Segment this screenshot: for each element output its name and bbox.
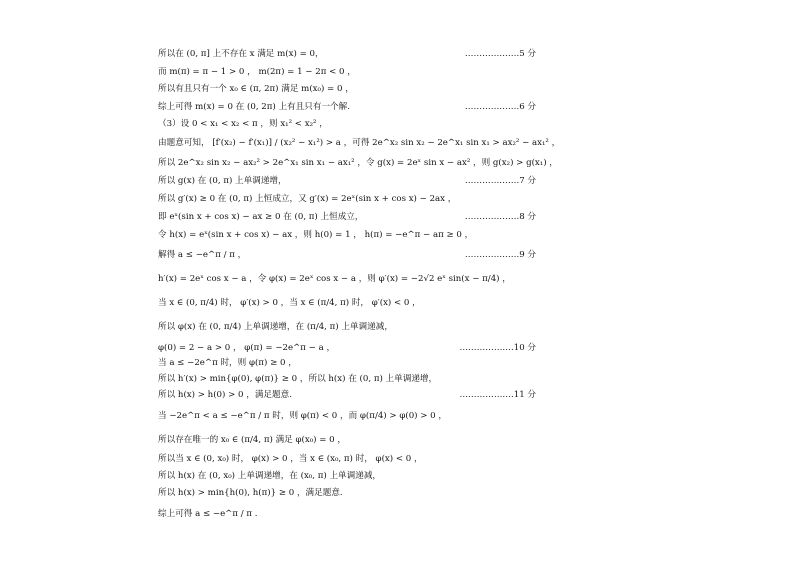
solution-line: 所以 h′(x) > min{φ(0), φ(π)} ≥ 0 ，所以 h(x) 在 (0, π) 上单调递增， [158,374,438,384]
solution-line: 所以存在唯一的 x₀ ∈ (π/4, π) 满足 φ(x₀) = 0 ， [158,435,346,445]
solution-line: 综上可得 m(x) = 0 在 (0, 2π) 上有且只有一个解. [158,102,350,112]
solution-line: 解得 a ≤ −e^π / π ， [158,250,247,260]
score-marker: ……………….11 分 [459,390,536,400]
solution-line: 当 x ∈ (0, π/4) 时， φ′(x) > 0 ，当 x ∈ (π/4, π) 时， φ′(x) < 0 ， [158,298,421,308]
solution-line: 当 −2e^π < a ≤ −e^π / π 时，则 φ(π) < 0 ，而 φ(π/4) > φ(0) > 0 ， [158,411,447,421]
score-marker: ……………….8 分 [464,212,536,222]
score-marker: ……………….10 分 [459,343,536,353]
solution-line: 所以有且只有一个 x₀ ∈ (π, 2π) 满足 m(x₀) = 0 ， [158,84,354,94]
solution-line: （3）设 0 < x₁ < x₂ < π ，则 x₁² < x₂² ， [158,119,328,129]
score-marker: ……………….6 分 [464,102,536,112]
solution-line: 而 m(π) = π − 1 > 0 ， m(2π) = 1 − 2π < 0 ， [158,67,356,77]
solution-line: 所以 g(x) 在 (0, π) 上单调递增， [158,176,287,186]
solution-line: 综上可得 a ≤ −e^π / π . [158,509,258,519]
solution-line: 由题意可知， [f′(x₂) − f′(x₁)] / (x₂² − x₁²) > a ，可得 2e^x₂ sin x₂ − 2e^x₁ sin x₁ > ax₂² − ax₁² ， [158,138,561,148]
solution-line: φ(0) = 2 − a > 0 ， φ(π) = −2e^π − a ， [158,343,336,353]
solution-line: 所以 h(x) 在 (0, x₀) 上单调递增，在 (x₀, π) 上单调递减， [158,471,382,481]
solution-line: h′(x) = 2eˣ cos x − a ，令 φ(x) = 2eˣ cos x − a ，则 φ′(x) = −2√2 eˣ sin(x − π/4) ， [158,274,511,284]
solution-line: 所以在 (0, π] 上不存在 x 满足 m(x) = 0， [158,49,324,59]
score-marker: ……………….9 分 [464,250,536,260]
solution-line: 令 h(x) = eˣ(sin x + cos x) − ax ，则 h(0) = 1 ， h(π) = −e^π − aπ ≥ 0 ， [158,230,474,240]
solution-line: 所以 h(x) > h(0) > 0 ，满足题意. [158,390,292,400]
solution-line: 即 eˣ(sin x + cos x) − ax ≥ 0 在 (0, π) 上恒成立， [158,212,364,222]
solution-line: 所以 2e^x₂ sin x₂ − ax₂² > 2e^x₁ sin x₁ − ax₁² ，令 g(x) = 2eˣ sin x − ax² ，则 g(x₂) > g(x₁) ， [158,158,558,168]
score-marker: ……………….5 分 [464,49,536,59]
solution-line: 所以当 x ∈ (0, x₀) 时， φ(x) > 0 ，当 x ∈ (x₀, π) 时， φ(x) < 0 ， [158,454,423,464]
solution-line: 所以 φ(x) 在 (0, π/4) 上单调递增，在 (π/4, π) 上单调递减， [158,322,393,332]
solution-line: 所以 g′(x) ≥ 0 在 (0, π) 上恒成立，又 g′(x) = 2eˣ(sin x + cos x) − 2ax ， [158,194,457,204]
solution-line: 所以 h(x) > min{h(0), h(π)} ≥ 0 ，满足题意. [158,488,343,498]
solution-line: 当 a ≤ −2e^π 时，则 φ(π) ≥ 0 ， [158,358,297,368]
score-marker: ……………….7 分 [464,176,536,186]
